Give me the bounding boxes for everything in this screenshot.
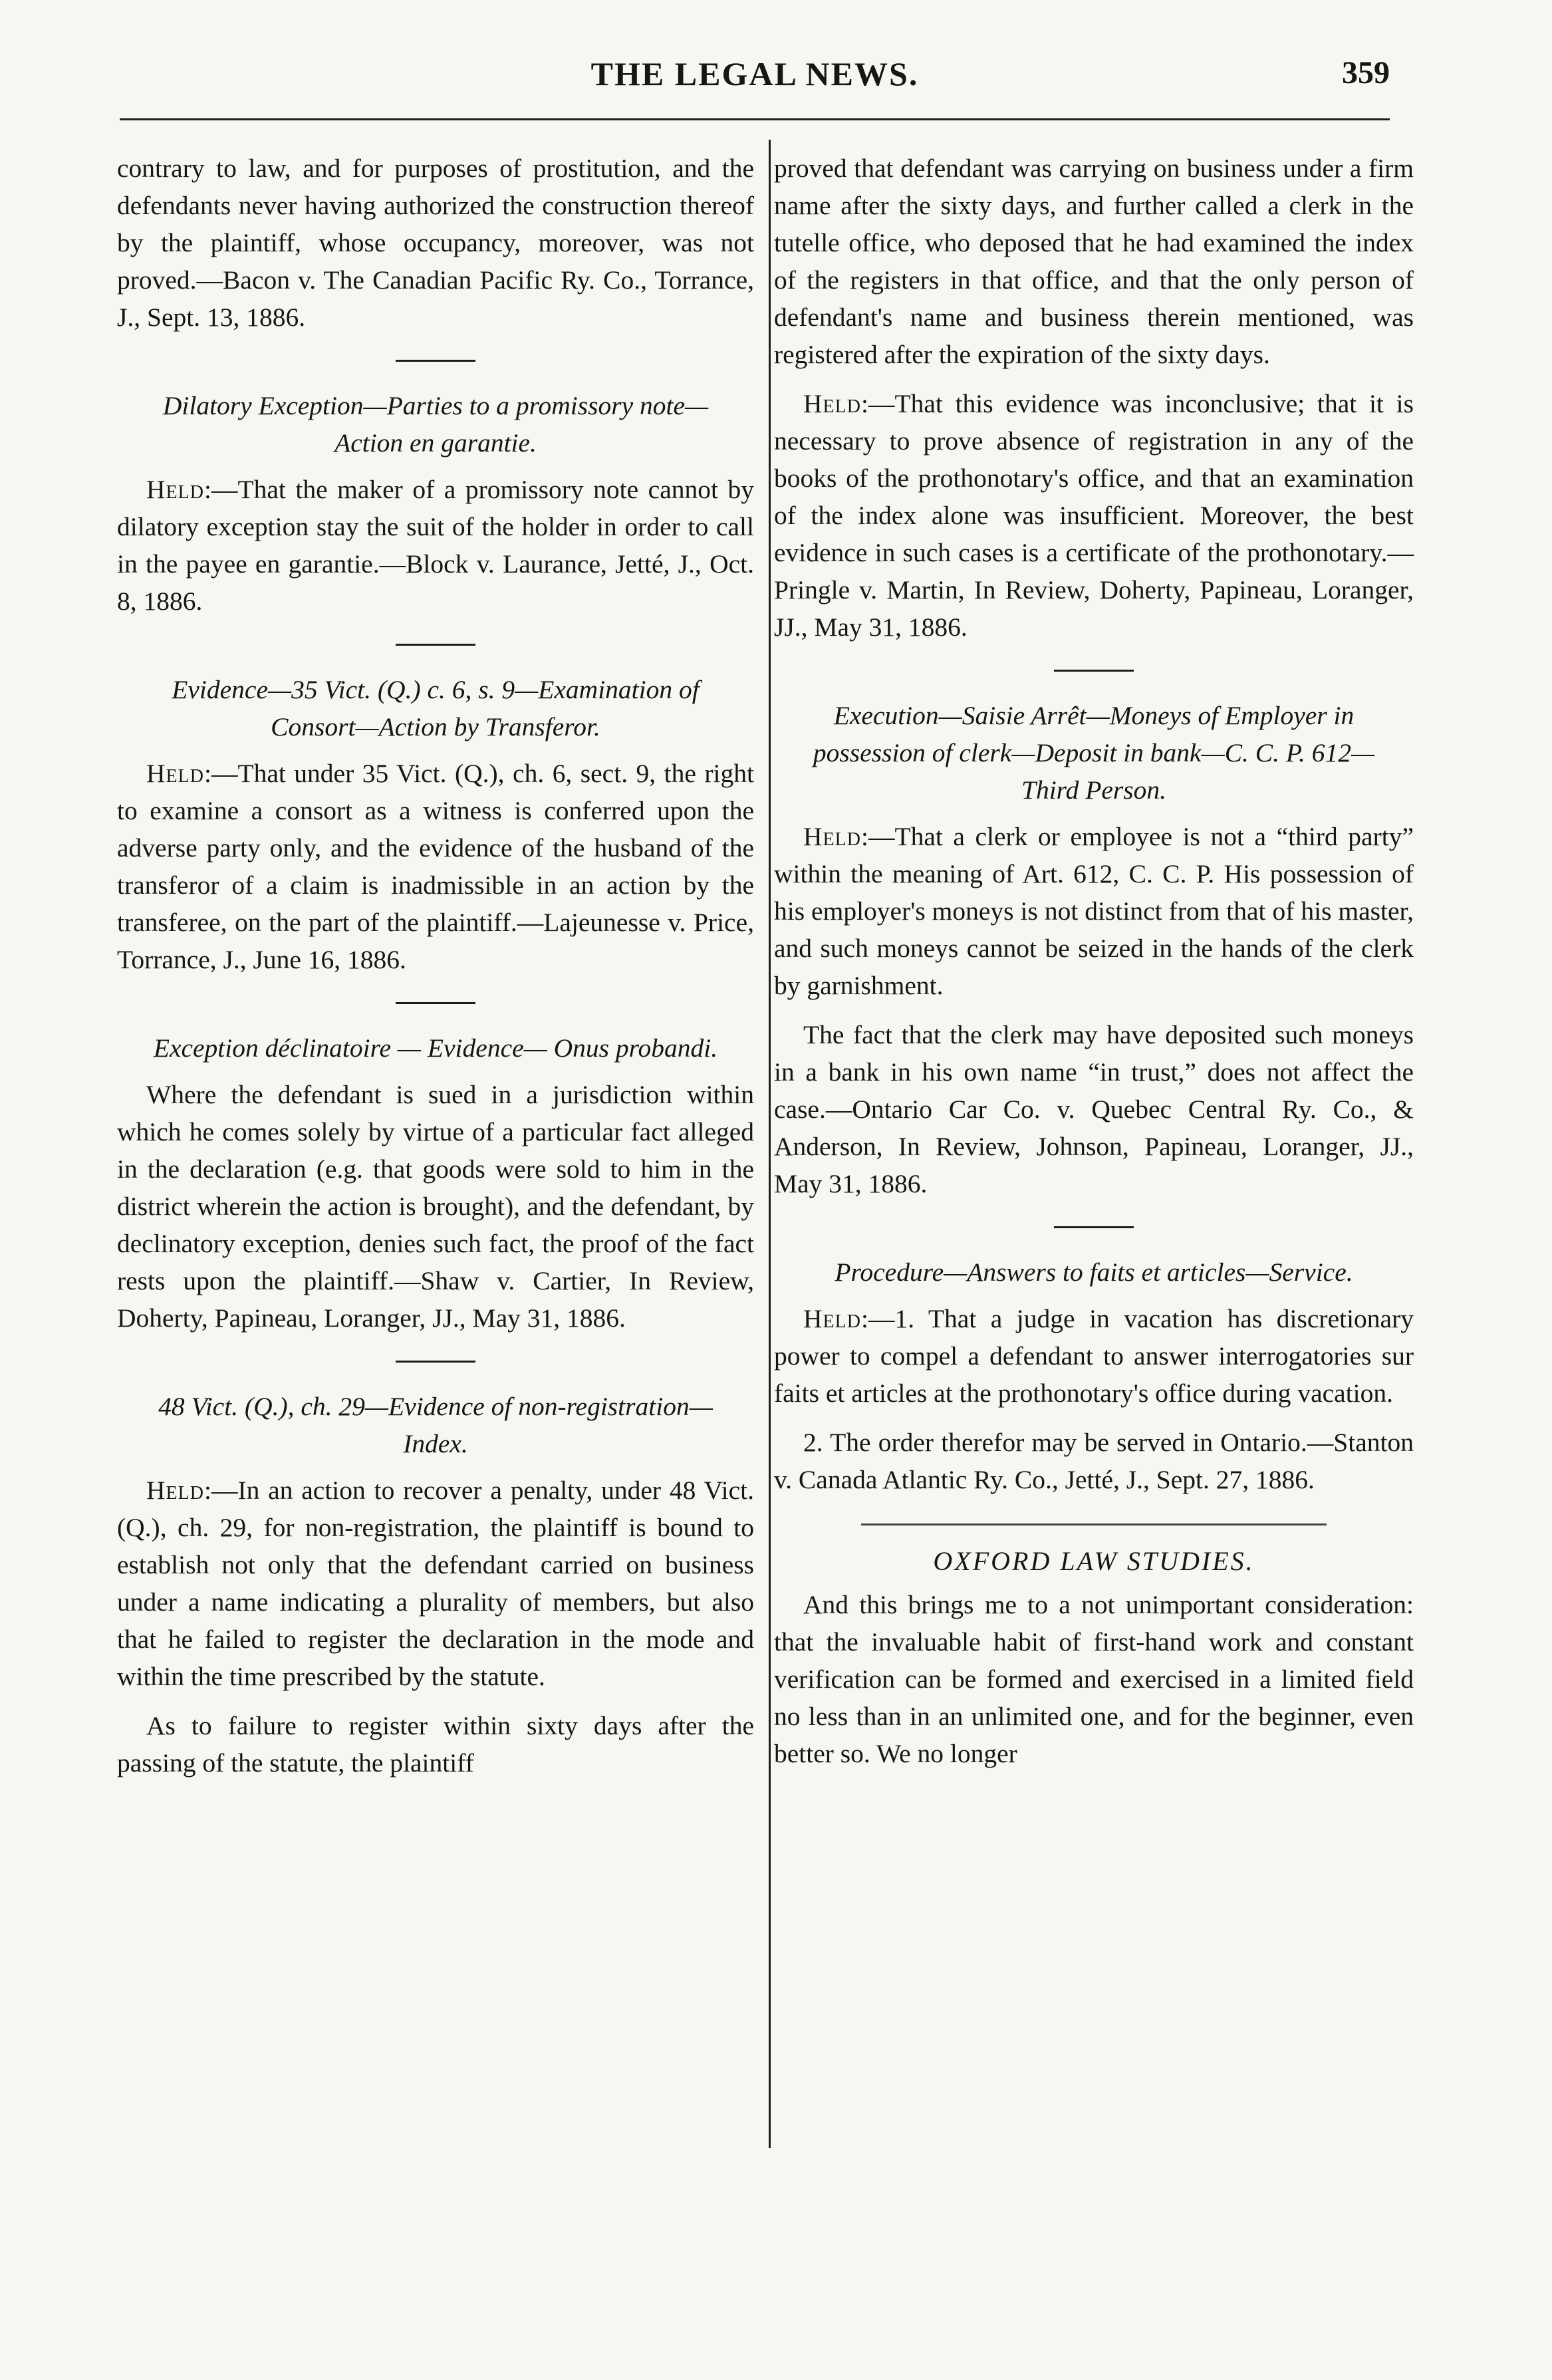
held-label: Held — [803, 1304, 861, 1333]
held-text: :—In an action to recover a penalty, under 48 Vict. (Q.), ch. 29, for non-registration, the plaintiff is bound to establish not only that the defendant carried on business under a name indicating a plurality of members, but also that he failed to register the declaration in the mode and within the time prescribed by the statute. — [117, 1476, 754, 1691]
section-body: And this brings me to a not unimportant consideration: that the invaluable habit of first-hand work and constant verification can be formed and exercised in a limited field no less than in an unlimited one, and for the beginner, even better so. We no longer — [774, 1590, 1414, 1768]
page-number: 359 — [1342, 55, 1390, 90]
article-rule — [861, 1523, 1327, 1525]
column-divider — [769, 140, 771, 2148]
case-heading-saisie-arret: Execution—Saisie Arrêt—Moneys of Employer in possession of clerk—Deposit in bank—C. C. P. 612—Third Person. — [813, 701, 1375, 805]
continued-paragraph-right: proved that defendant was carrying on business under a firm name after the sixty days, and further called a clerk in the tutelle office, who deposed that he had examined the index of the registers in that office, and that the only person of defendant's name and business therein mentioned, was registered after the expiration of the sixty days. — [774, 154, 1414, 369]
held-label: Held — [803, 822, 861, 851]
case-heading-non-registration: 48 Vict. (Q.), ch. 29—Evidence of non-registration—Index. — [158, 1392, 713, 1458]
case-body-exception-declinatoire: Where the defendant is sued in a jurisdiction within which he comes solely by virtue of a particular fact alleged in the declaration (e.g. that goods were sold to him in the district wherein the action is brought), and the defendant, by declinatory exception, denies such fact, the proof of the fact rests upon the plaintiff.—Shaw v. Cartier, In Review, Doherty, Papineau, Loranger, JJ., May 31, 1886. — [117, 1080, 754, 1333]
case-heading-evidence-consort: Evidence—35 Vict. (Q.) c. 6, s. 9—Examination of Consort—Action by Transferor. — [172, 675, 700, 741]
held-text: :—1. That a judge in vacation has discretionary power to compel a defendant to answer interrogatories sur faits et articles at the prothonotary's office during vacation. — [774, 1304, 1414, 1408]
case-body-procedure — [774, 1300, 1414, 1412]
held-label: Held — [803, 389, 861, 418]
case-body-saisie-arret — [774, 818, 1414, 1004]
case-heading-dilatory-exception: Dilatory Exception—Parties to a promissory note—Action en garantie. — [162, 391, 709, 458]
page-header — [120, 41, 1390, 101]
case-heading-procedure: Procedure—Answers to faits et articles—Service. — [835, 1257, 1353, 1287]
case-body-non-registration — [117, 1472, 754, 1695]
case-body-evidence-consort — [117, 755, 754, 978]
right-column — [774, 150, 1414, 1772]
journal-title: THE LEGAL NEWS. — [590, 55, 919, 92]
case-body-dilatory-exception — [117, 471, 754, 620]
case-body-non-registration-continued: As to failure to register within sixty days after the passing of the statute, the plaintiff — [117, 1711, 754, 1778]
held-text: :—That this evidence was inconclusive; that it is necessary to prove absence of registration in any of the books of the prothonotary's office, and that an examination of the index alone was insufficient. Moreover, the best evidence in such cases is a certificate of the prothonotary.—Pringle v. Martin, In Review, Doherty, Papineau, Loranger, JJ., May 31, 1886. — [774, 389, 1414, 642]
held-text: :—That the maker of a promissory note cannot by dilatory exception stay the suit of the holder in order to call in the payee en garantie.—Block v. Laurance, Jetté, J., Oct. 8, 1886. — [117, 475, 754, 616]
section-rule — [396, 1361, 475, 1363]
held-label: Held — [146, 1476, 204, 1505]
held-text: :—That under 35 Vict. (Q.), ch. 6, sect. 9, the right to examine a consort as a witness is conferred upon the adverse party only, and the evidence of the husband of the transferor of a claim is inadmissible in an action by the transferee, on the part of the plaintiff.—Lajeunesse v. Price, Torrance, J., June 16, 1886. — [117, 759, 754, 974]
section-rule — [1054, 1226, 1134, 1228]
held-text: :—That a clerk or employee is not a “third party” within the meaning of Art. 612, C. C. P. His possession of his employer's moneys is not distinct from that of his master, and such moneys cannot be seized in the hands of the clerk by garnishment. — [774, 822, 1414, 1000]
held-label: Held — [146, 475, 204, 504]
held-paragraph-inconclusive — [774, 385, 1414, 646]
section-title: OXFORD LAW STUDIES. — [933, 1546, 1255, 1576]
held-label: Held — [146, 759, 204, 788]
case-body-procedure-continued: 2. The order therefor may be served in Ontario.—Stanton v. Canada Atlantic Ry. Co., Jetté, J., Sept. 27, 1886. — [774, 1428, 1414, 1494]
section-rule — [1054, 670, 1134, 672]
section-rule — [396, 360, 475, 362]
section-rule — [396, 1002, 475, 1004]
left-column — [117, 150, 754, 1782]
continued-paragraph: contrary to law, and for purposes of prostitution, and the defendants never having authorized the construction thereof by the plaintiff, whose occupancy, moreover, was not proved.—Bacon v. The Canadian Pacific Ry. Co., Torrance, J., Sept. 13, 1886. — [117, 154, 754, 332]
case-body-saisie-arret-continued: The fact that the clerk may have deposited such moneys in a bank in his own name “in trust,” does not affect the case.—Ontario Car Co. v. Quebec Central Ry. Co., & Anderson, In Review, Johnson, Papineau, Loranger, JJ., May 31, 1886. — [774, 1020, 1414, 1198]
section-rule — [396, 644, 475, 646]
header-rule — [120, 118, 1390, 120]
case-heading-exception-declinatoire: Exception déclinatoire — Evidence— Onus probandi. — [153, 1033, 718, 1063]
